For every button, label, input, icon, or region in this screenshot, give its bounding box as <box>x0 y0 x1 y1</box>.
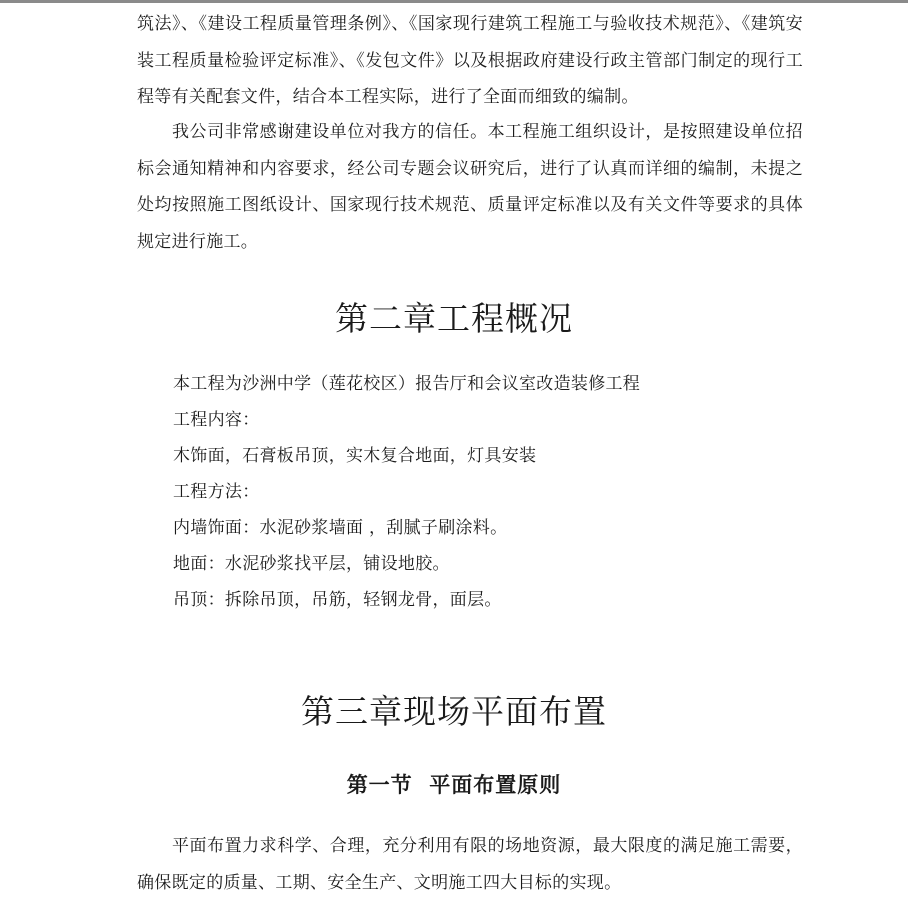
chapter-3-title: 第三章现场平面布置 <box>301 692 607 731</box>
intro-paragraph-continued: 筑法》、《建设工程质量管理条例》、《国家现行建筑工程施工与验收技术规范》、《建筑安装工程质量检验评定标准》、《发包文件》以及根据政府建设行政主管部门制定的现行工程等有关配套文件，结合本工程实际，进行了全面而细致的编制。 <box>137 14 803 107</box>
method-interior-wall-line: 内墙饰面：水泥砂浆墙面 ，刮腻子刷涂料。 <box>173 518 508 538</box>
method-floor-line: 地面：水泥砂浆找平层，铺设地胶。 <box>173 554 450 574</box>
method-ceiling-line: 吊顶：拆除吊顶，吊筋，轻钢龙骨，面层。 <box>173 590 502 610</box>
work-method-label: 工程方法： <box>173 482 260 502</box>
section-1-title: 第一节 平面布置原则 <box>346 773 562 797</box>
project-overview-list <box>173 366 803 618</box>
chapter-2-title: 第二章工程概况 <box>335 299 573 338</box>
work-content-label: 工程内容： <box>173 410 260 430</box>
work-content-line: 木饰面，石膏板吊顶，实木复合地面，灯具安装 <box>173 446 537 466</box>
layout-principle-paragraph: 平面布置力求科学、合理，充分利用有限的场地资源，最大限度的满足施工需要，确保既定的质量、工期、安全生产、文明施工四大目标的实现。 <box>137 836 803 893</box>
project-name-line: 本工程为沙洲中学（莲花校区）报告厅和会议室改造装修工程 <box>173 374 641 394</box>
intro-paragraph-thanks: 我公司非常感谢建设单位对我方的信任。本工程施工组织设计，是按照建设单位招标会通知精神和内容要求，经公司专题会议研究后，进行了认真而详细的编制，未提之处均按照施工图纸设计、国家现行技术规范、质量评定标准以及有关文件等要求的具体规定进行施工。 <box>137 122 803 252</box>
